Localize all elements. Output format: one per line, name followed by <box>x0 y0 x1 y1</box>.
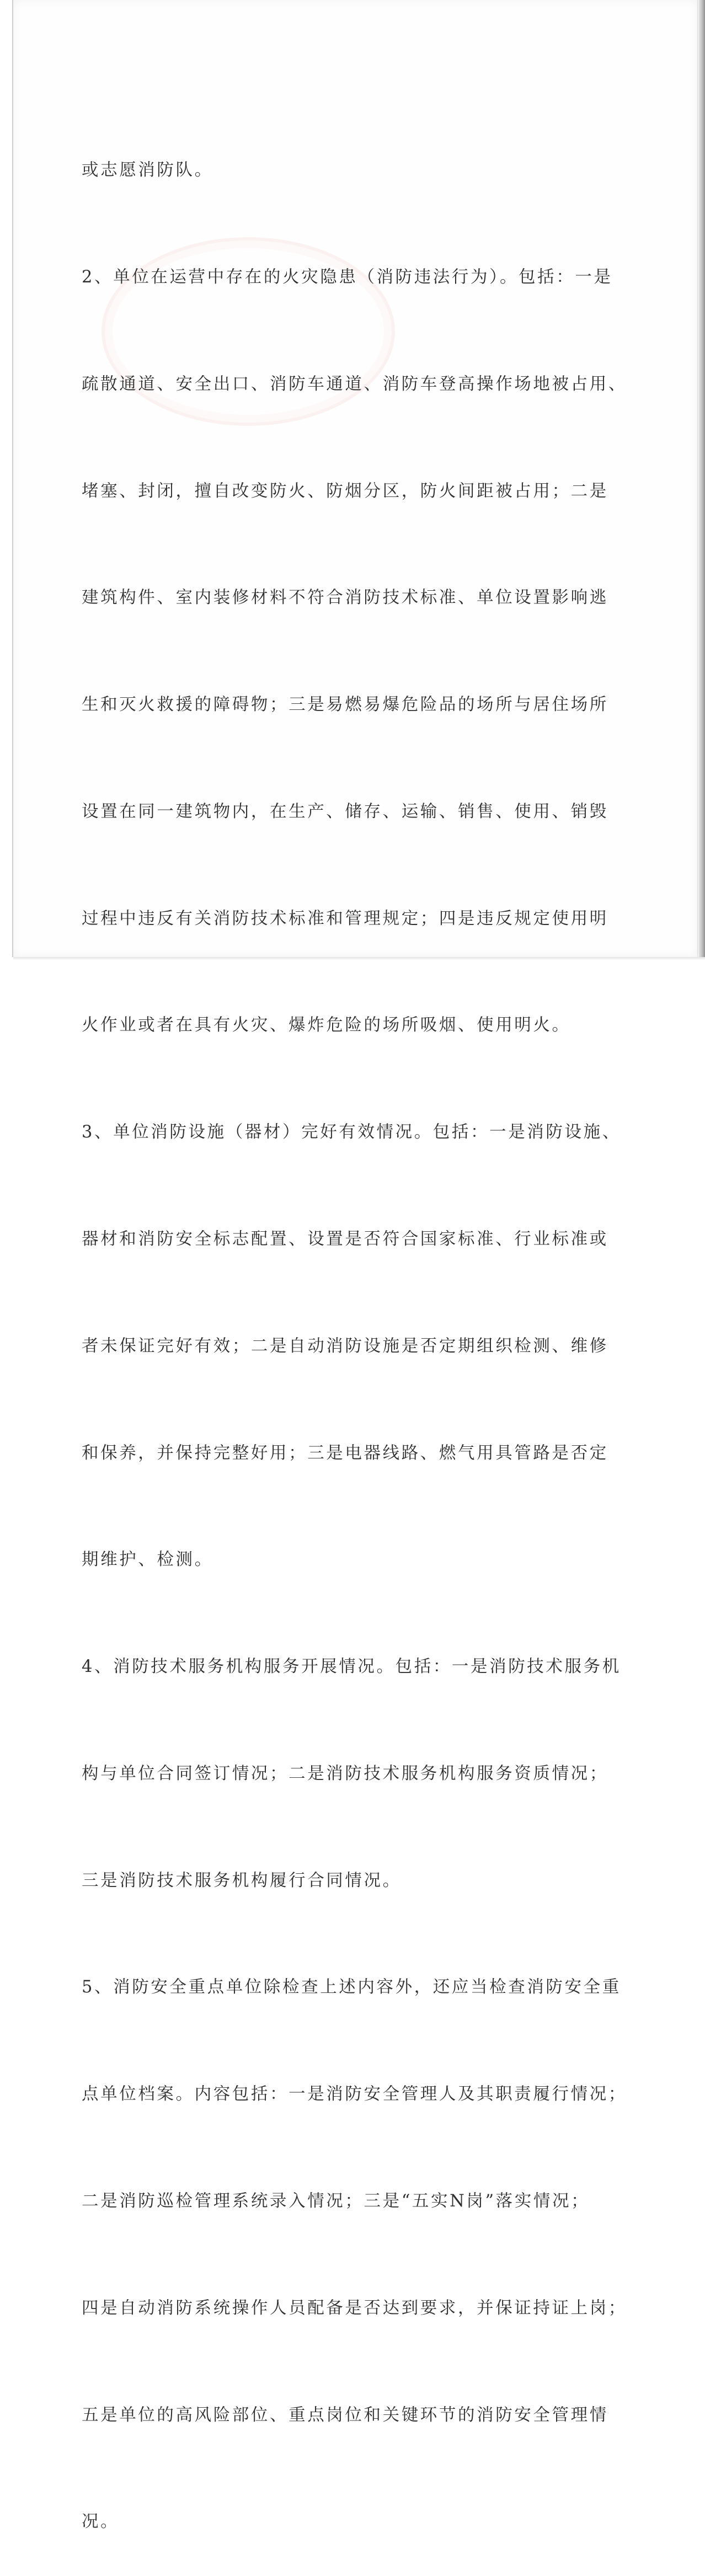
text-line: 3、单位消防设施（器材）完好有效情况。包括：一是消防设施、 <box>82 1123 621 1142</box>
text-line: 点单位档案。内容包括：一是消防安全管理人及其职责履行情况； <box>82 2085 627 2104</box>
text-line: 2、单位在运营中存在的火灾隐患（消防违法行为）。包括：一是 <box>82 267 613 287</box>
text-line: 二是消防巡检管理系统录入情况；三是“五实N岗”落实情况； <box>82 2192 590 2211</box>
text-line: 三是消防技术服务机构履行合同情况。 <box>82 1870 402 1890</box>
text-line: 4、消防技术服务机构服务开展情况。包括：一是消防技术服务机 <box>82 1657 621 1677</box>
text-line: 疏散通道、安全出口、消防车通道、消防车登高操作场地被占用、 <box>82 374 627 394</box>
text-line: 建筑构件、室内装修材料不符合消防技术标准、单位设置影响逃 <box>82 588 608 608</box>
document-body <box>82 82 627 2576</box>
page-right-edge <box>698 0 705 957</box>
text-line: 堵塞、封闭，擅自改变防火、防烟分区，防火间距被占用；二是 <box>82 481 608 501</box>
text-line: 过程中违反有关消防技术标准和管理规定；四是违反规定使用明 <box>82 908 608 928</box>
text-line: 构与单位合同签订情况；二是消防技术服务机构服务资质情况； <box>82 1763 608 1783</box>
text-line: 期维护、检测。 <box>82 1550 213 1570</box>
text-line: 5、消防安全重点单位除检查上述内容外，还应当检查消防安全重 <box>82 1978 621 1997</box>
text-line: 四是自动消防系统操作人员配备是否达到要求，并保证持证上岗； <box>82 2298 627 2318</box>
text-line: 设置在同一建筑物内，在生产、储存、运输、销售、使用、销毁 <box>82 801 608 821</box>
text-line: 和保养，并保持完整好用；三是电器线路、燃气用具管路是否定 <box>82 1443 608 1463</box>
text-line: 况。 <box>82 2512 120 2532</box>
text-line: 者未保证完好有效；二是自动消防设施是否定期组织检测、维修 <box>82 1336 608 1356</box>
text-line: 器材和消防安全标志配置、设置是否符合国家标准、行业标准或 <box>82 1230 608 1249</box>
text-line: 生和灭火救援的障碍物；三是易燃易爆危险品的场所与居住场所 <box>82 695 608 715</box>
text-line: 火作业或者在具有火灾、爆炸危险的场所吸烟、使用明火。 <box>82 1016 571 1035</box>
text-line: 或志愿消防队。 <box>82 161 213 180</box>
text-line: 五是单位的高风险部位、重点岗位和关键环节的消防安全管理情 <box>82 2405 608 2425</box>
